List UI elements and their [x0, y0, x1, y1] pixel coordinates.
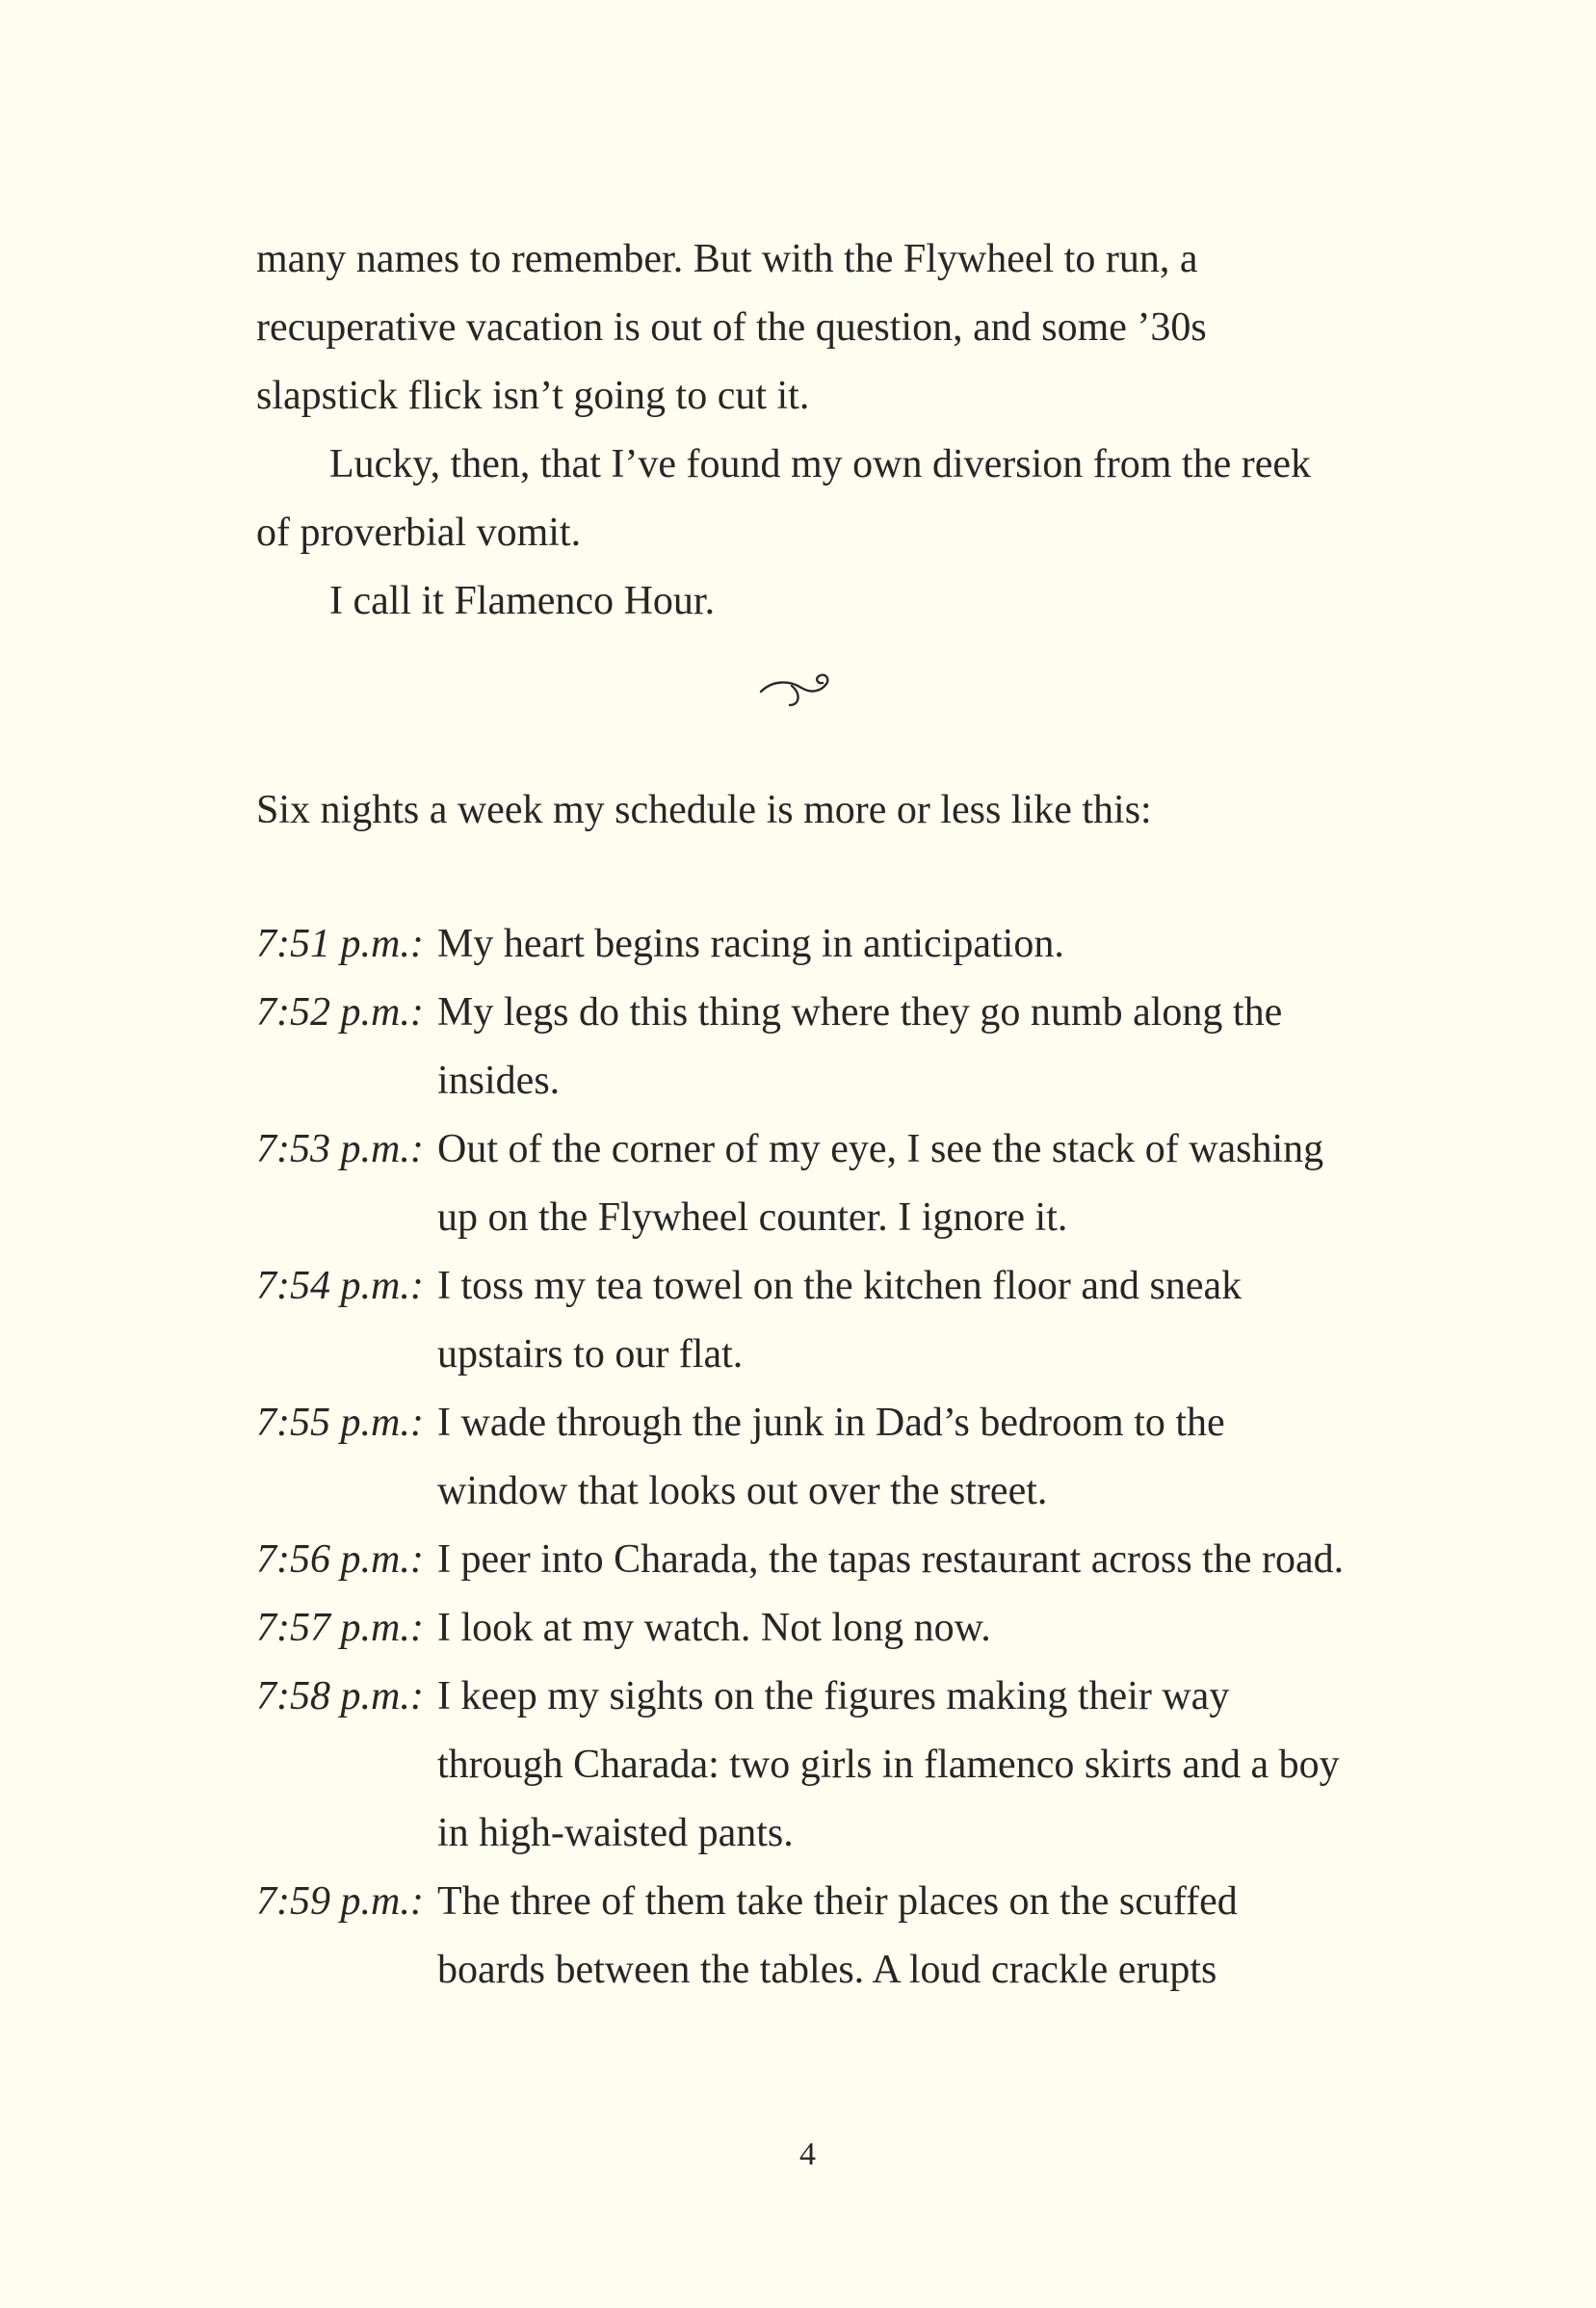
schedule-time: 7:58 p.m.: — [256, 1674, 424, 1718]
schedule-text: I wade through the junk in Dad’s bedroom to the window that looks out over the street. — [437, 1401, 1225, 1513]
schedule-text: I keep my sights on the figures making their way through Charada: two girls in flamenco skirts and a boy in high-waisted pants. — [437, 1674, 1340, 1855]
schedule-time: 7:55 p.m.: — [256, 1401, 424, 1445]
schedule-text: My legs do this thing where they go numb along the insides. — [437, 990, 1283, 1103]
schedule-text: I peer into Charada, the tapas restaurant across the road. — [437, 1537, 1345, 1582]
schedule-text: My heart begins racing in anticipation. — [437, 922, 1064, 966]
paragraph: Lucky, then, that I’ve found my own diversion from the reek of proverbial vomit. — [256, 442, 1311, 555]
schedule-text: I look at my watch. Not long now. — [437, 1606, 991, 1650]
schedule-text: Out of the corner of my eye, I see the stack of washing up on the Flywheel counter. I ignore it. — [437, 1127, 1324, 1240]
schedule-text: I toss my tea towel on the kitchen floor and sneak upstairs to our flat. — [437, 1264, 1243, 1377]
schedule-entry — [256, 1252, 1354, 1389]
schedule-time: 7:59 p.m.: — [256, 1879, 424, 1924]
flourish-ornament-icon — [757, 665, 844, 722]
schedule-list — [256, 910, 1354, 2005]
paragraph: I call it Flamenco Hour. — [329, 579, 716, 623]
schedule-time: 7:52 p.m.: — [256, 990, 424, 1035]
schedule-entry — [256, 1663, 1354, 1868]
schedule-time: 7:56 p.m.: — [256, 1537, 424, 1582]
schedule-entry — [256, 1115, 1354, 1252]
schedule-entry — [256, 1389, 1354, 1526]
schedule-intro: Six nights a week my schedule is more or less like this: — [256, 788, 1152, 832]
page-number: 4 — [799, 2137, 816, 2172]
schedule-time: 7:51 p.m.: — [256, 922, 424, 966]
schedule-entry — [256, 1868, 1354, 2005]
schedule-entry — [256, 1526, 1354, 1594]
body-text — [256, 225, 1345, 636]
paragraph: many names to remember. But with the Flywheel to run, a recuperative vacation is out of the question, and some ’30s slapstick flick isn’t going to cut it. — [256, 237, 1207, 418]
schedule-entry — [256, 910, 1354, 979]
schedule-time: 7:57 p.m.: — [256, 1606, 424, 1650]
schedule-time: 7:53 p.m.: — [256, 1127, 424, 1171]
schedule-entry — [256, 979, 1354, 1115]
schedule-entry — [256, 1594, 1354, 1663]
schedule-text: The three of them take their places on the scuffed boards between the tables. A loud crackle erupts — [437, 1879, 1238, 1992]
schedule-time: 7:54 p.m.: — [256, 1264, 424, 1308]
